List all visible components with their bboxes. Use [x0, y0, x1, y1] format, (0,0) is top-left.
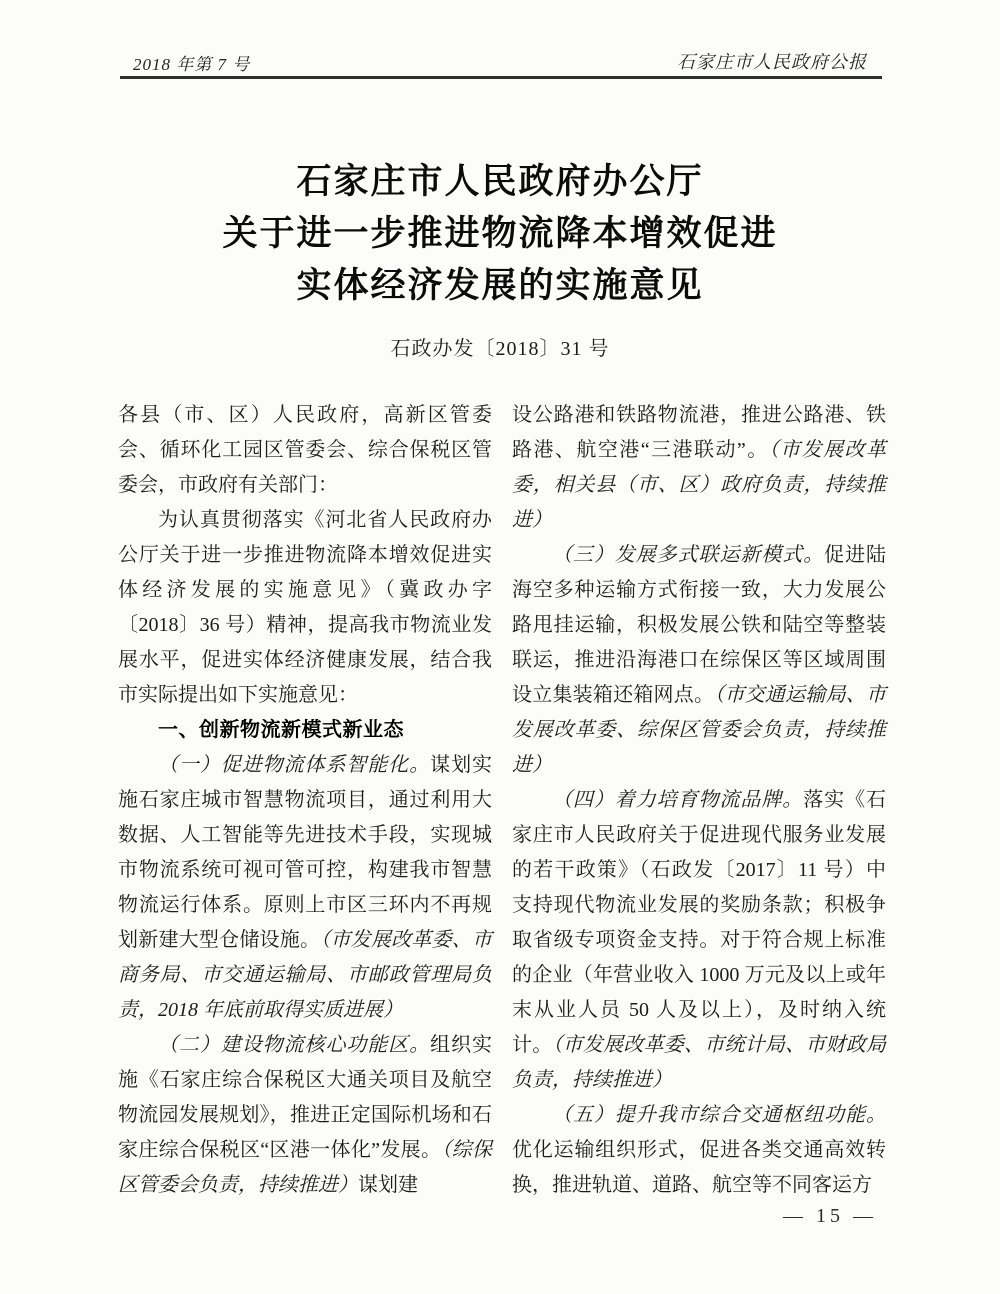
body-paragraph — [512, 783, 886, 1098]
text-run-song: 落实《石家庄市人民政府关于促进现代服务业发展的若干政策》（石政发〔2017〕11 号）中支持现代物流业发展的奖励条款；积极争取省级专项资金支持。对于符合规上标准的企业（年营业收入 1000 万元及以上或年末从业人员 50 人及以上），及时纳入统计。 — [512, 789, 887, 1056]
text-run-song: 为认真贯彻落实《河北省人民政府办公厅关于进一步推进物流降本增效促进实体经济发展的实施意见》（冀政办字〔2018〕36 号）精神，提高我市物流业发展水平，促进实体经济健康发展，结合我市实际提出如下实施意见： — [118, 509, 492, 706]
document-title-line-1: 石家庄市人民政府办公厅 — [296, 162, 704, 201]
page-number: — 15 — — [783, 1205, 877, 1227]
body-columns — [118, 398, 886, 1203]
text-run-kai: （一）促进物流体系智能化。 — [158, 754, 431, 776]
text-run-kai: （市交通运输局、市发展改革委、综保区管委会负责，持续推进） — [512, 684, 887, 776]
body-paragraph — [118, 503, 492, 713]
issue-number: 2018 年第 7 号 — [133, 55, 251, 74]
right-column — [512, 398, 886, 1203]
text-run-kai: （四）着力培育物流品牌。 — [552, 789, 804, 811]
publication-name: 石家庄市人民政府公报 — [677, 52, 867, 72]
text-run-kai: （三）发展多式联运新模式。 — [552, 544, 825, 566]
text-run-kai: （二）建设物流核心功能区。 — [158, 1034, 431, 1056]
text-run-song: 各县（市、区）人民政府，高新区管委会、循环化工园区管委会、综合保税区管委会，市政府有关部门： — [118, 404, 492, 496]
text-run-song: 谋划实施石家庄城市智慧物流项目，通过利用大数据、人工智能等先进技术手段，实现城市物流系统可视可管可控，构建我市智慧物流运行体系。原则上市区三环内不再规划新建大型仓储设施。 — [118, 754, 493, 951]
document-title — [0, 156, 1000, 312]
document-title-line-3: 实体经济发展的实施意见 — [296, 266, 704, 305]
body-paragraph — [512, 538, 886, 783]
running-head — [0, 0, 1000, 80]
text-run-song: 设公路港和铁路物流港，推进公路港、铁路港、航空港“三港联动”。 — [512, 404, 886, 461]
body-paragraph — [118, 1028, 492, 1203]
text-run-song: 组织实施《石家庄综合保税区大通关项目及航空物流园发展规划》，推进正定国际机场和石家庄综合保税区“区港一体化”发展。 — [118, 1034, 493, 1161]
body-paragraph — [512, 398, 886, 538]
text-run-hei: 一、创新物流新模式新业态 — [158, 719, 404, 741]
left-column — [118, 398, 492, 1203]
body-paragraph — [512, 1098, 886, 1203]
document-number: 石政办发〔2018〕31 号 — [390, 338, 610, 360]
text-run-kai: （市发展改革委，相关县（市、区）政府负责，持续推进） — [512, 439, 886, 531]
body-paragraph — [118, 748, 492, 1028]
text-run-song: 促进陆海空多种运输方式衔接一致，大力发展公路甩挂运输，积极发展公铁和陆空等整装联运，推进沿海港口在综保区等区域周围设立集装箱还箱网点。 — [512, 544, 887, 706]
header-rule — [120, 76, 882, 79]
body-paragraph — [118, 398, 492, 503]
document-title-line-2: 关于进一步推进物流降本增效促进 — [222, 214, 778, 253]
section-heading — [118, 713, 492, 748]
text-run-song: 谋划建 — [358, 1174, 418, 1196]
text-run-song: 优化运输组织形式，促进各类交通高效转换，推进轨道、道路、航空等不同客运方 — [512, 1139, 886, 1196]
text-run-kai: （市发展改革委、市商务局、市交通运输局、市邮政管理局负责，2018 年底前取得实质进展） — [118, 929, 493, 1021]
text-run-kai: （综保区管委会负责，持续推进） — [118, 1139, 492, 1196]
text-run-kai: （市发展改革委、市统计局、市财政局负责，持续推进） — [512, 1034, 887, 1091]
text-run-kai: （五）提升我市综合交通枢纽功能。 — [552, 1104, 886, 1126]
